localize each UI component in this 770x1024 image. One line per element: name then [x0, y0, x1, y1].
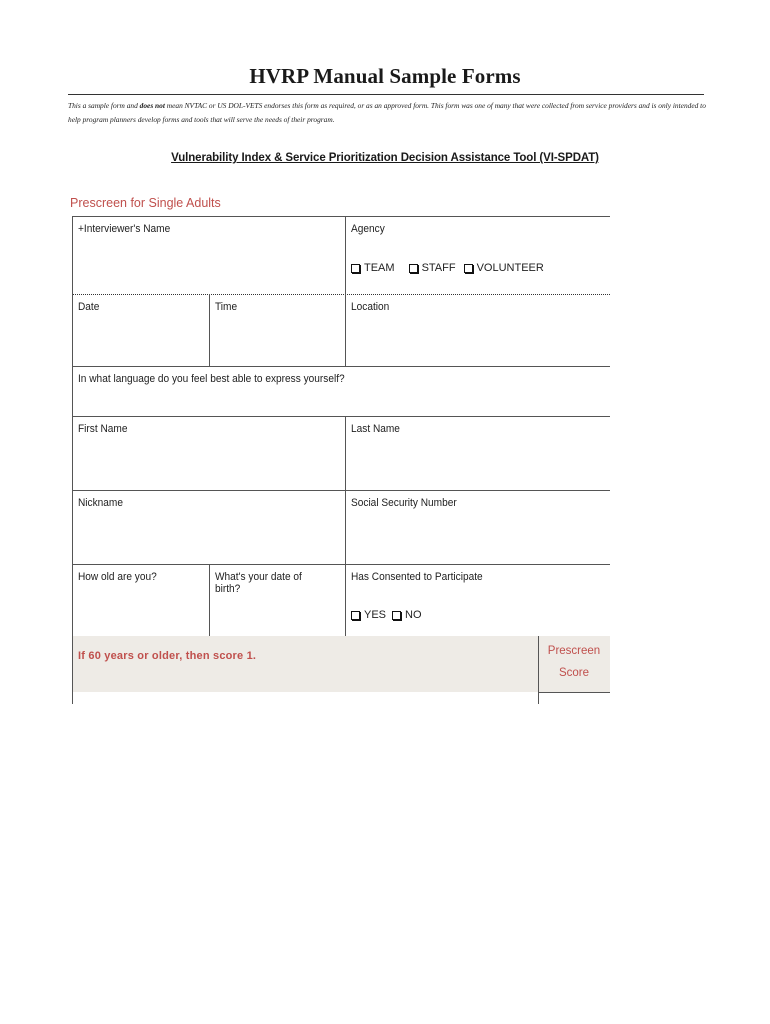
first-name-field[interactable] — [72, 416, 345, 490]
score-label-line-2: Score — [558, 667, 590, 679]
form-subtitle: Vulnerability Index & Service Prioritization Decision Assistance Tool (VI-SPDAT) — [171, 152, 599, 164]
disclaimer-text — [68, 99, 708, 127]
team-checkbox[interactable] — [351, 264, 360, 273]
score-label-line-1: Prescreen — [547, 645, 601, 657]
prescreen-form — [72, 216, 610, 704]
yes-checkbox[interactable] — [351, 611, 360, 620]
ssn-label: Social Security Number — [351, 497, 457, 509]
date-label: Date — [78, 301, 100, 313]
age-label: How old are you? — [78, 571, 157, 583]
disclaimer-pre: This a sample form and — [68, 101, 140, 110]
no-label: NO — [405, 609, 422, 621]
age-field[interactable] — [72, 564, 209, 636]
time-label: Time — [215, 301, 238, 313]
consent-option-yes[interactable] — [351, 609, 386, 621]
disclaimer-post: mean NVTAC or US DOL-VETS endorses this form as required, or as an approved form. This form was one of many that were collected from service providers and is only intended to help program planners develop forms and tools that will serve the needs of their program. — [68, 101, 706, 124]
agency-option-staff[interactable] — [409, 262, 456, 274]
section-title: Prescreen for Single Adults — [70, 196, 221, 210]
language-label: In what language do you feel best able to express yourself? — [78, 373, 345, 385]
column-divider — [209, 564, 210, 636]
score-box-bottom — [538, 692, 610, 693]
consent-option-no[interactable] — [392, 609, 422, 621]
title-divider — [68, 94, 704, 95]
dob-field[interactable] — [209, 564, 345, 636]
volunteer-label: VOLUNTEER — [476, 262, 544, 274]
nickname-label: Nickname — [78, 497, 123, 509]
staff-label: STAFF — [421, 262, 456, 274]
column-divider — [209, 294, 210, 366]
score-instruction: If 60 years or older, then score 1. — [78, 650, 257, 662]
form-left-border — [72, 216, 73, 704]
consent-label: Has Consented to Participate — [351, 571, 483, 583]
agency-options — [351, 262, 550, 274]
time-field[interactable] — [209, 294, 345, 366]
date-field[interactable] — [72, 294, 209, 366]
yes-label: YES — [364, 609, 387, 621]
prescreen-score-label — [538, 640, 610, 684]
volunteer-checkbox[interactable] — [464, 264, 473, 273]
first-name-label: First Name — [78, 423, 128, 435]
column-divider — [345, 216, 346, 366]
no-checkbox[interactable] — [392, 611, 401, 620]
agency-option-volunteer[interactable] — [464, 262, 544, 274]
location-label: Location — [351, 301, 390, 313]
disclaimer-bold: does not — [139, 101, 165, 110]
column-divider — [345, 416, 346, 636]
nickname-field[interactable] — [72, 490, 345, 564]
page-title: HVRP Manual Sample Forms — [249, 64, 521, 88]
consent-field — [345, 564, 610, 636]
score-box-divider — [538, 636, 539, 704]
dob-label: What's your date of birth? — [215, 571, 302, 595]
agency-label: Agency — [351, 223, 385, 235]
prescreen-score-row — [72, 636, 610, 692]
last-name-label: Last Name — [351, 423, 400, 435]
ssn-field[interactable] — [345, 490, 610, 564]
location-field[interactable] — [345, 294, 610, 366]
agency-field — [345, 216, 610, 294]
interviewer-name-label: +Interviewer's Name — [78, 223, 171, 235]
language-field[interactable] — [72, 366, 610, 416]
last-name-field[interactable] — [345, 416, 610, 490]
interviewer-name-field[interactable] — [72, 216, 345, 294]
consent-options — [351, 609, 428, 621]
agency-option-team[interactable] — [351, 262, 395, 274]
staff-checkbox[interactable] — [409, 264, 418, 273]
team-label: TEAM — [364, 262, 395, 274]
